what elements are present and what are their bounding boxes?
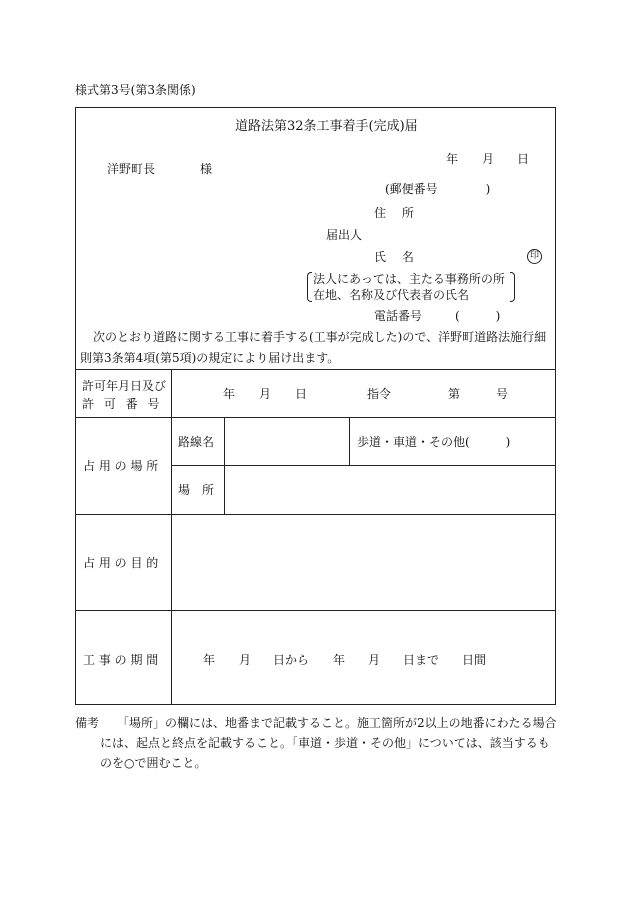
permit-month: 月 xyxy=(259,387,272,401)
permit-label-line-2: 許 可 番 号 xyxy=(82,397,163,411)
body-text-line-2: 則第3条第4項(第5項)の規定により届け出ます。 xyxy=(80,351,340,365)
notes-line-1: 「場所」の欄には、地番まで記載すること。施工箇所が2以上の地番にわたる場合 xyxy=(117,716,557,730)
address-label: 住 所 xyxy=(374,206,420,220)
row-divider-3 xyxy=(75,610,556,611)
permit-directive: 指令 xyxy=(367,387,392,401)
seal-mark: 印 xyxy=(527,249,542,264)
permit-year: 年 xyxy=(223,387,236,401)
date-year: 年 xyxy=(446,152,459,166)
notifier-label: 届出人 xyxy=(326,228,363,242)
occupancy-purpose-label: 占 用 の 目 的 xyxy=(83,556,159,570)
occupancy-place-label: 占 用 の 場 所 xyxy=(83,459,159,473)
permit-dai: 第 xyxy=(448,387,461,401)
form-label: 様式第3号(第3条関係) xyxy=(75,83,196,97)
permit-label-line-1: 許可年月日及び xyxy=(82,379,167,393)
permit-go: 号 xyxy=(496,387,509,401)
period-month-2: 月 xyxy=(368,653,381,667)
recipient-honorific: 様 xyxy=(200,162,213,176)
road-type-divider xyxy=(349,417,350,465)
bracket-right xyxy=(510,272,515,302)
period-days: 日間 xyxy=(462,653,487,667)
notes-line-3: のを○で囲むこと。 xyxy=(100,756,207,770)
period-month-1: 月 xyxy=(239,653,252,667)
corporate-note-line-1: 法人にあっては、主たる事務所の所 xyxy=(313,272,505,286)
period-until: 日まで xyxy=(403,653,440,667)
form-title: 道路法第32条工事着手(完成)届 xyxy=(235,119,418,134)
phone-field: ( ) xyxy=(455,309,501,323)
row-divider-sub xyxy=(172,465,556,466)
notes-label: 備考 xyxy=(75,716,100,730)
notes-line-2: には、起点と終点を記載すること。「車道・歩道・その他」については、該当するも xyxy=(100,736,550,750)
table-top-line xyxy=(75,369,556,370)
name-label: 氏 名 xyxy=(374,250,420,264)
phone-label: 電話番号 xyxy=(374,309,423,323)
row-divider-1 xyxy=(75,417,556,418)
label-column-divider xyxy=(171,369,172,705)
period-year-2: 年 xyxy=(333,653,346,667)
period-from: 日から xyxy=(273,653,310,667)
date-month: 月 xyxy=(482,152,495,166)
corporate-note-line-2: 在地、名称及び代表者の氏名 xyxy=(313,288,470,302)
route-column-divider xyxy=(224,417,225,514)
postal-code: (郵便番号 ) xyxy=(385,182,491,196)
row-divider-2 xyxy=(75,514,556,515)
recipient: 洋野町長 xyxy=(107,162,156,176)
permit-day: 日 xyxy=(295,387,308,401)
body-text-line-1: 次のとおり道路に関する工事に着手する(工事が完成した)ので、洋野町道路法施行細 xyxy=(93,330,547,344)
route-name-label: 路線名 xyxy=(178,435,215,449)
road-type-choice: 歩道・車道・その他( ) xyxy=(357,435,511,449)
date-day: 日 xyxy=(517,152,530,166)
period-year-1: 年 xyxy=(203,653,216,667)
place-label: 場 所 xyxy=(178,483,215,497)
work-period-label: 工 事 の 期 間 xyxy=(83,653,159,667)
bracket-left xyxy=(307,272,312,302)
